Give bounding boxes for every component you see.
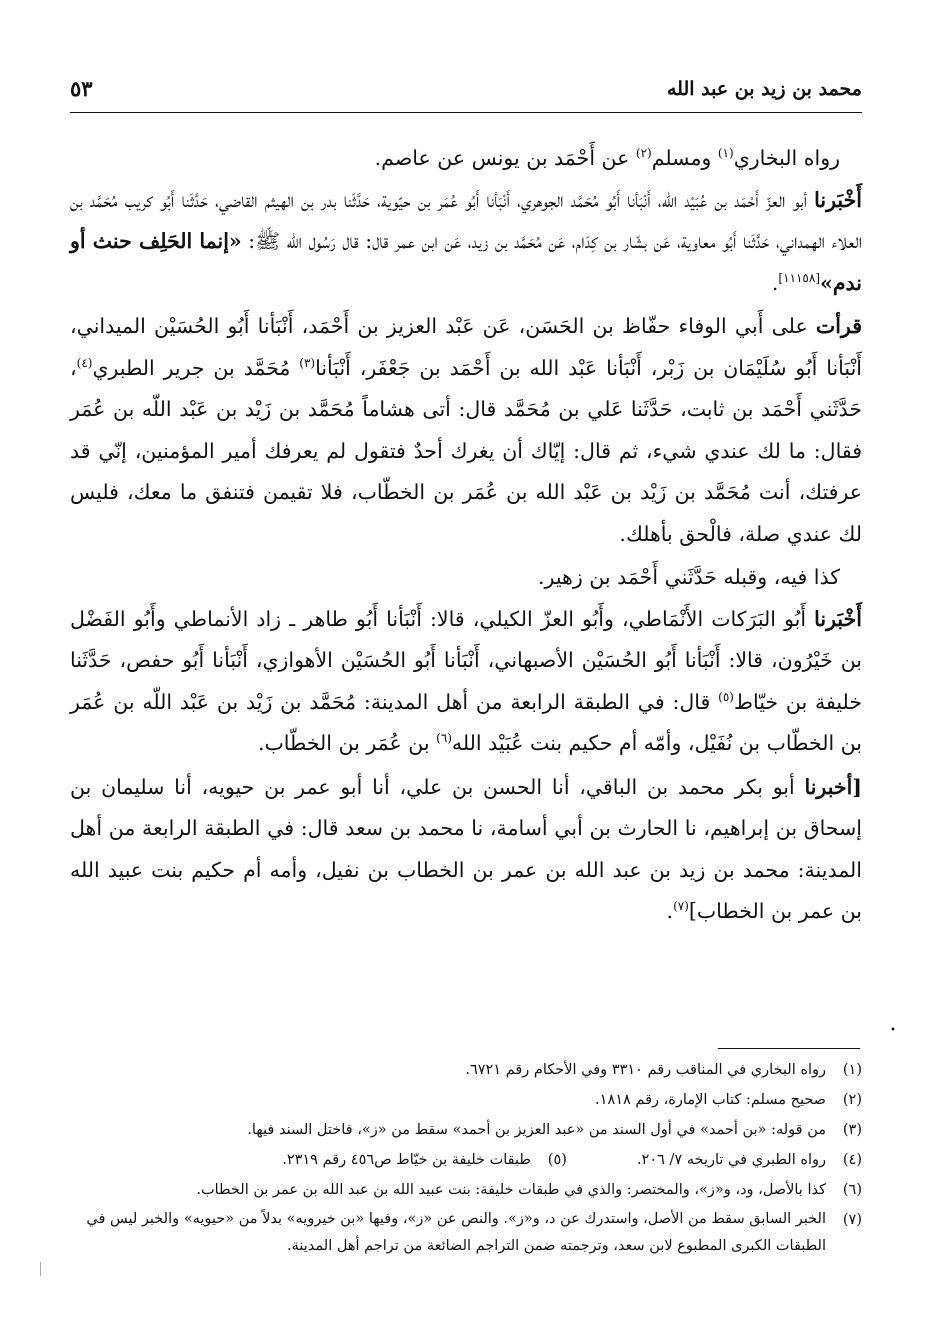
text-run: . (666, 899, 674, 923)
footnote-4 (637, 1145, 862, 1175)
footnote-text: الخبر السابق سقط من الأصل، واستدرك عن د، و«ز». والنص عن «ز»، وفيها «بن خيرويه» بدلاً من «حيويه» والخبر ليس في الطبقات الكبرى المطبوع لابن سعد، وترجمته ضمن التراجم الضائعة من تراجم أهل المدينة. (86, 1211, 826, 1254)
scan-speck (40, 1262, 41, 1276)
keyword: أَخْبَرنا (814, 606, 862, 631)
footnote-number: (٤) (842, 1152, 862, 1168)
text-run: أبو العزّ أَحْمَد بن عُبَيْد الله، أَنْبَأنا أَبُو مُحَمَّد الجوهري، أَنْبَأنا أَبُو عُمَر بن حيّوية، حَدَّثَنا بدر بن الهيثم القاضي، حَدَّثَنا أَبُو كريب مُحَمَّد بن العلاء الهمداني، حَدَّثَنا أَبُو معاوية، عَن بشّار بن كِدَام، عَن مُحَمَّد بن زيد، عَن ابن عمر قال: قال رَسُول الله ﷺ: (70, 187, 862, 253)
text-run: مُحَمَّد بن جرير الطبري (92, 355, 300, 380)
footnote-ref-7: (٧) (673, 899, 689, 914)
paragraph-2 (70, 180, 862, 305)
text-run: أبو بكر محمد بن الباقي، أنا الحسن بن علي، أنا أبو عمر بن حيويه، أنا سليمان بن إسحاق بن إبراهيم، نا الحارث بن أبي أسامة، نا محمد بن سعد قال: في الطبقة الرابعة من أهل المدينة: محمد بن زيد بن عبد الله بن عمر بن الخطاب بن نفيل، وأمه أم حكيم بنت عبيد الله بن عمر بن الخطاب] (70, 774, 862, 923)
footnote-number: (٥) (547, 1152, 567, 1168)
page-number: ٥٣ (70, 76, 93, 101)
footnote-text: طبقات خليفة بن خيّاط ص٤٥٦ رقم ٢٣١٩. (282, 1152, 531, 1168)
footnote-ref-2: (٢) (635, 146, 652, 161)
text-run: قال: في الطبقة الرابعة من أهل المدينة: مُحَمَّد بن زَيْد بن عَبْد اللّه بن عُمَر بن الخطّاب بن نُفَيْل، وأمّه أم حكيم بنت عُبَيْد الله (70, 689, 862, 755)
footnote-text: من قوله: «بن أحمد» في أول السند من «عبد العزيز بن أحمد» سقط من «ز»، فاختل السند فيها. (247, 1122, 826, 1138)
footnote-ref-5: (٥) (718, 689, 734, 704)
footnote-number: (١) (842, 1062, 862, 1078)
footnotes (70, 1055, 862, 1260)
footnote-number: (٢) (842, 1092, 862, 1108)
paragraph-1 (70, 138, 862, 180)
text-run: أَبُو البَرَكات الأَنْمَاطي، وأَبُو العزّ الكيلي، قالا: أَنْبَأنا أَبُو طاهر ـ زاد الأنماطي وأَبُو الفَضْل بن خَيْرُون، قالا: أَنْبَأنا أَبُو الحُسَيْن الأصبهاني، أَنْبَأنا أَبُو الحُسَيْن الأهوازي، أَنْبَأنا أَبُو حفص، حَدَّثَنا خليفة بن خيّاط (70, 606, 862, 714)
hadith-number: [١١١٥٨] (778, 270, 821, 285)
margin-dot: • (890, 1025, 896, 1036)
footnote-text: رواه الطبري في تاريخه ٧/ ٢٠٦. (636, 1152, 826, 1168)
paragraph-4: كذا فيه، وقبله حَدَّثَني أَحْمَد بن زهير. (538, 565, 840, 589)
paragraph-6 (70, 767, 862, 933)
text-run: ومسلم (651, 146, 718, 170)
footnote-text: صحيح مسلم: كتاب الإمارة، رقم ١٨١٨. (595, 1092, 826, 1108)
footnote-ref-6: (٦) (436, 731, 452, 746)
footnote-text: رواه البخاري في المناقب رقم ٣٣١٠ وفي الأحكام رقم ٦٧٢١. (465, 1062, 826, 1078)
footnote-ref-1: (١) (717, 146, 734, 161)
main-text (70, 138, 862, 933)
footnote-number: (٣) (842, 1122, 862, 1138)
footnote-row-4-5 (70, 1145, 862, 1175)
footnote-ref-3: (٣) (299, 355, 316, 370)
footnote-7 (70, 1205, 862, 1260)
text-run: رواه البخاري (733, 146, 840, 170)
text-run: على أَبي الوفاء حفّاظ بن الحَسَن، عَن عَبْد العزيز بن أَحْمَد، أَنْبَأنا أَبُو الحُسَيْن الميداني، أَنْبَأنا أَبُو سُلَيْمَان بن زَبْر، أَنْبَأنا عَبْد الله بن أَحْمَد بن جَعْفَر، أَنْبَأنا (70, 314, 862, 380)
footnote-number: (٦) (842, 1182, 862, 1198)
footnote-3 (70, 1115, 862, 1145)
running-title: محمد بن زيد بن عبد الله (666, 78, 862, 100)
running-header (70, 70, 862, 110)
footnote-2 (70, 1085, 862, 1115)
footnote-number: (٧) (842, 1212, 862, 1228)
paragraph-3 (70, 306, 862, 555)
text-run: ، حَدَّثَني أَحْمَد بن ثابت، حَدَّثَنا عَلي بن مُحَمَّد قال: أتى هشاماً مُحَمَّد بن زَيْد بن عَبْد اللّه بن عُمَر فقال: ما لك عندي شيء، ثم قال: إيّاك أن يغرك أحدٌ فتقول لم يعرفك أمير المؤمنين، إنّي قد عرفتك، أنت مُحَمَّد بن زَيْد بن عَبْد الله بن عُمَر بن الخطّاب، فلا تقيمن فتنفق ما معك، فليس لك عندي صلة، فالْحق بأهلك. (70, 355, 862, 546)
keyword: أَخْبَرنا (814, 187, 862, 212)
keyword: [أخبرنا (804, 774, 862, 799)
footnote-1 (70, 1055, 862, 1085)
text-run: . (771, 270, 779, 295)
footnote-text: كذا بالأصل، ود، و«ز»، والمختصر: والذي في طبقات خليفة: بنت عبيد الله بن عبد الله بن عمر بن الخطاب. (196, 1182, 826, 1198)
footnote-6 (70, 1175, 862, 1205)
paragraph-5 (70, 599, 862, 765)
hadith-quote: «إنما الحَلِف حنث أو ندم» (70, 229, 862, 295)
footnote-5 (282, 1145, 567, 1175)
text-run: بن عُمَر بن الخطّاب. (257, 731, 437, 755)
header-rule (70, 112, 862, 113)
text-run: عن أَحْمَد بن يونس عن عاصم. (374, 146, 636, 170)
footnote-ref-4: (٤) (76, 355, 93, 370)
keyword: قرأت (815, 314, 862, 338)
footnote-rule (718, 1048, 860, 1049)
